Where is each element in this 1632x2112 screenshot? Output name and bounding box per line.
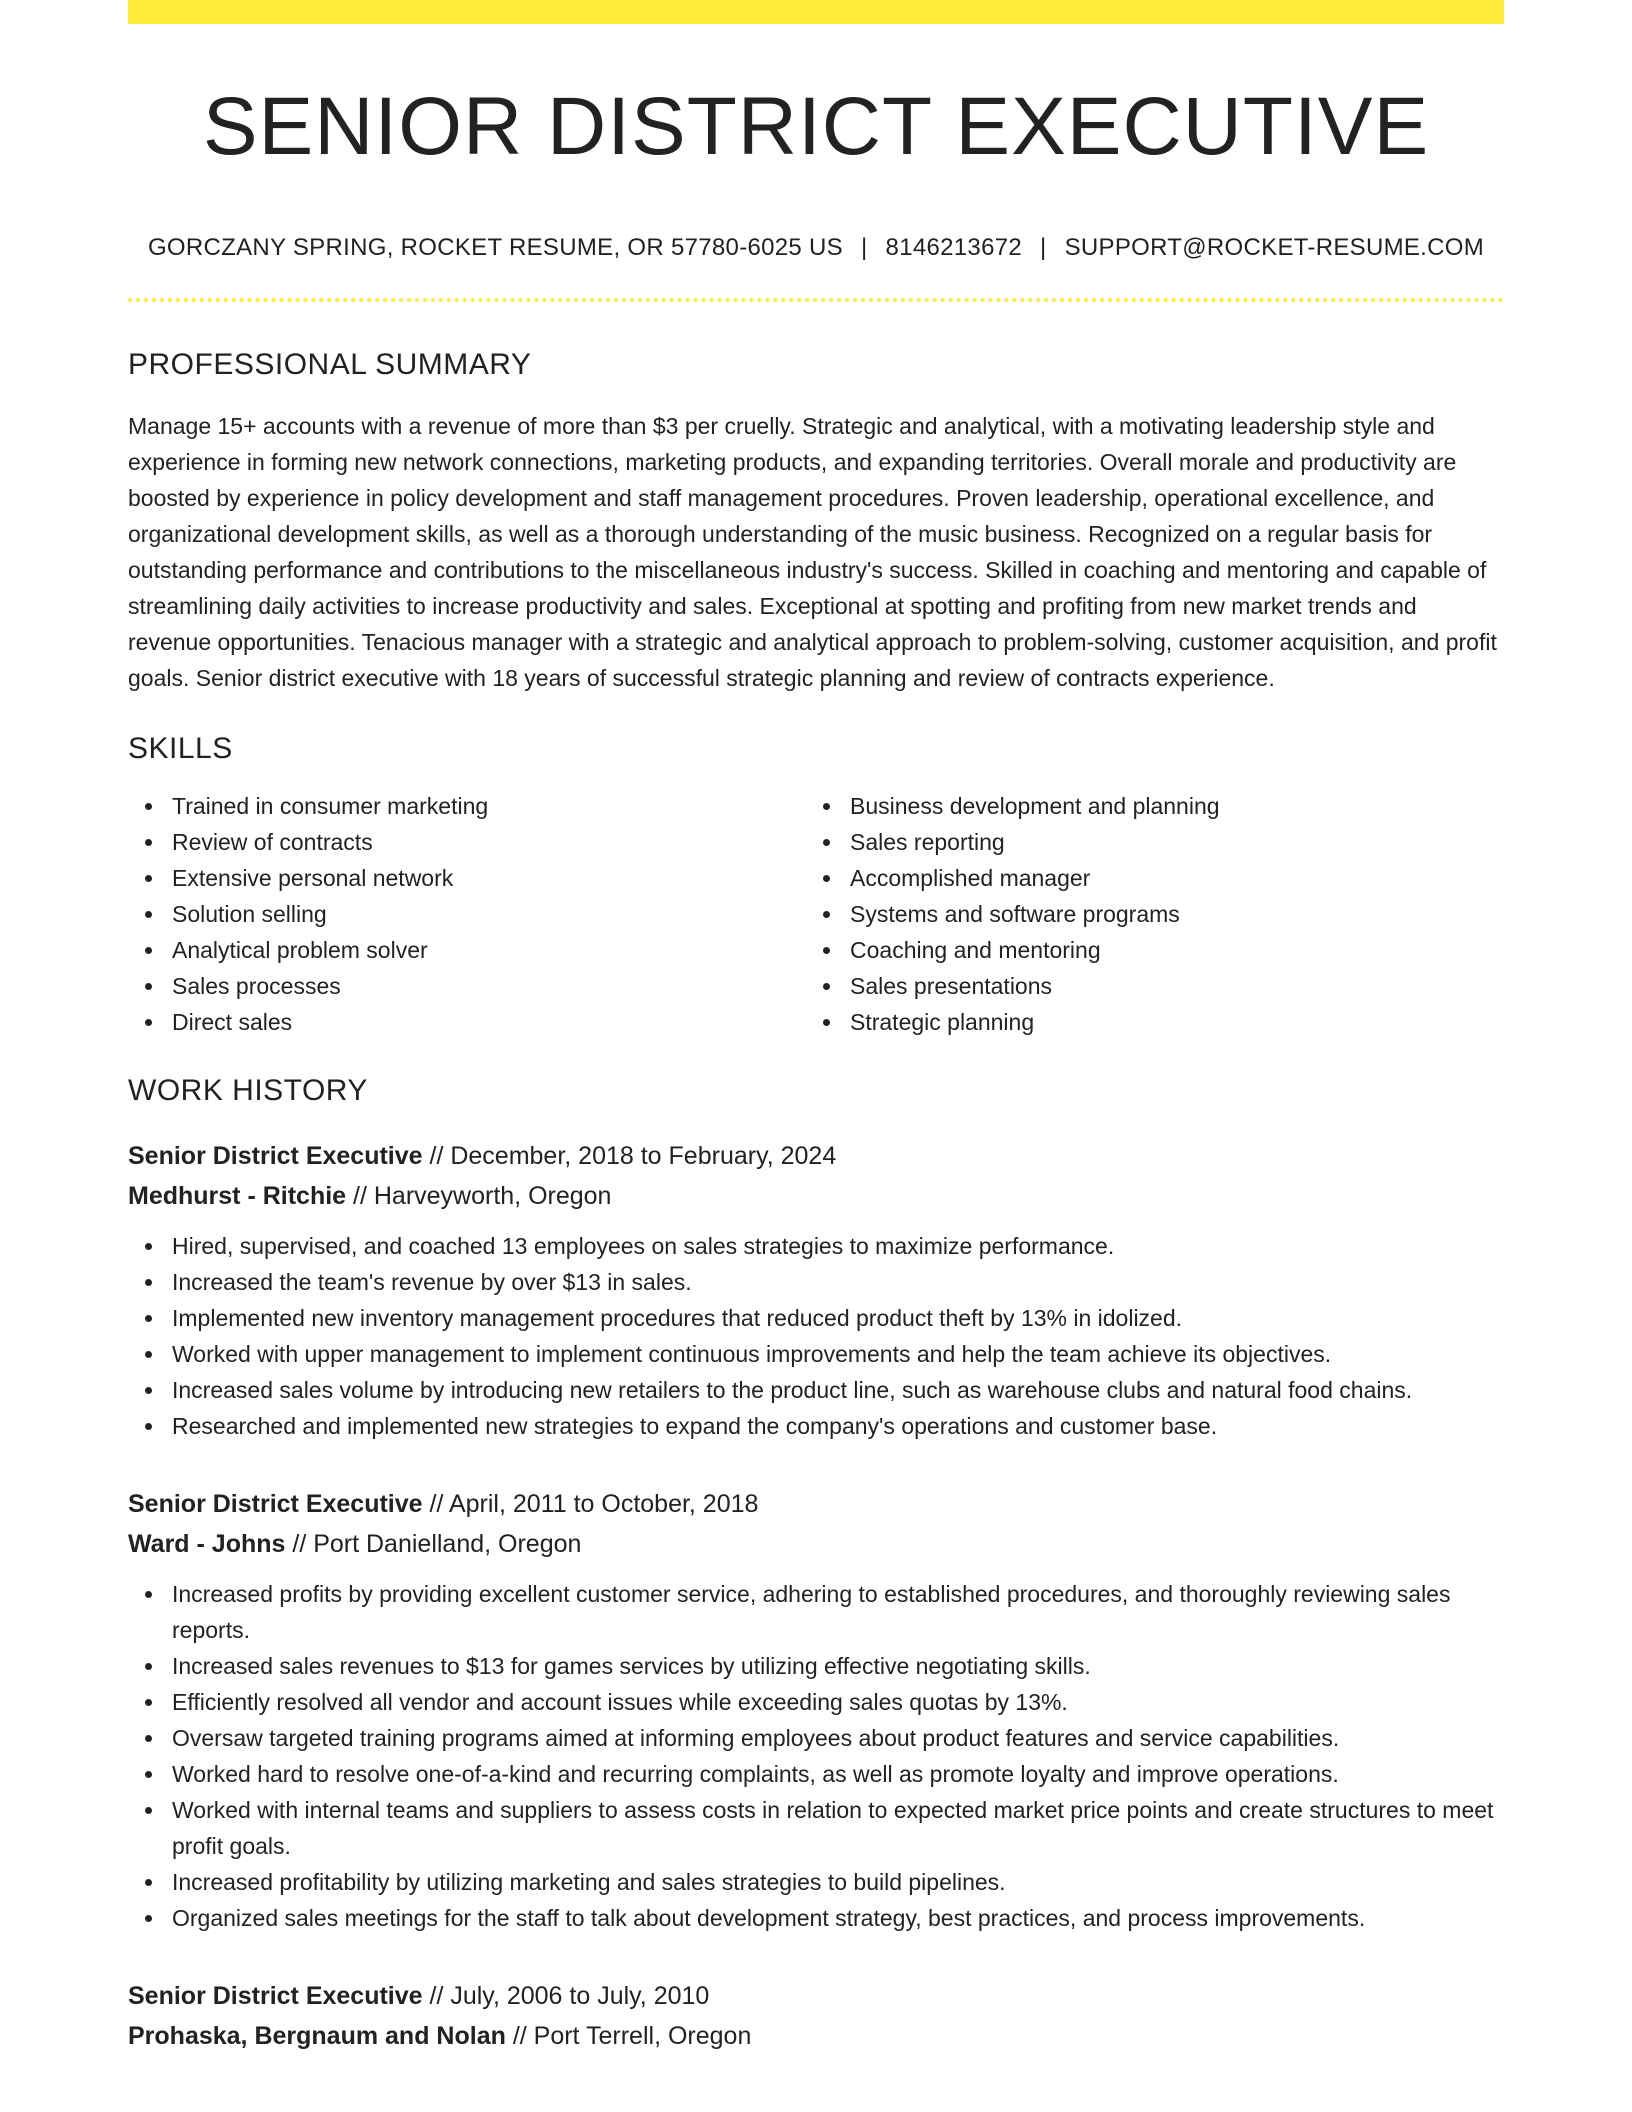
job-bullet: Worked with internal teams and suppliers to assess costs in relation to expected market price points and create structures to meet profit goals.: [128, 1792, 1504, 1864]
skills-columns: [128, 788, 1504, 1040]
job-company-line: [128, 2016, 1504, 2056]
skill-item: Strategic planning: [806, 1004, 1484, 1040]
skill-item: Trained in consumer marketing: [128, 788, 806, 824]
job-company-line: [128, 1176, 1504, 1216]
job-title-line: [128, 1136, 1504, 1176]
contact-separator: |: [1040, 234, 1047, 262]
job-entry: [128, 1976, 1504, 2056]
work-history-heading: WORK HISTORY: [128, 1074, 368, 1108]
job-bullets: [128, 1228, 1504, 1444]
skill-item: Systems and software programs: [806, 896, 1484, 932]
job-title: Senior District Executive: [128, 1982, 423, 2011]
job-bullet: Hired, supervised, and coached 13 employees on sales strategies to maximize performance.: [128, 1228, 1504, 1264]
job-bullet: Organized sales meetings for the staff to talk about development strategy, best practices, and process improvements.: [128, 1900, 1504, 1936]
job-bullets: [128, 1576, 1504, 1936]
skills-right-list: [806, 788, 1484, 1040]
job-dates: // July, 2006 to July, 2010: [422, 1982, 710, 2011]
skill-item: Sales reporting: [806, 824, 1484, 860]
job-title: Senior District Executive: [128, 1142, 423, 1171]
contact-line: [128, 234, 1504, 262]
job-bullet: Increased profits by providing excellent customer service, adhering to established procedures, and thoroughly reviewing sales reports.: [128, 1576, 1504, 1648]
contact-phone: 8146213672: [885, 234, 1023, 262]
job-dates: // April, 2011 to October, 2018: [422, 1490, 759, 1519]
job-location: // Port Danielland, Oregon: [285, 1530, 582, 1559]
resume-title: SENIOR DISTRICT EXECUTIVE: [202, 81, 1430, 172]
skill-item: Extensive personal network: [128, 860, 806, 896]
summary-text: Manage 15+ accounts with a revenue of more than $3 per cruelly. Strategic and analytical, with a motivating leadership style and experience in forming new network connections, marketing products, and expanding territories. Overall morale and productivity are boosted by experience in policy development and staff management procedures. Proven leadership, operational excellence, and organizational development skills, as well as a thorough understanding of the music business. Recognized on a regular basis for outstanding performance and contributions to the miscellaneous industry's success. Skilled in coaching and mentoring and capable of streamlining daily activities to increase productivity and sales. Exceptional at spotting and profiting from new market trends and revenue opportunities. Tenacious manager with a strategic and analytical approach to problem-solving, customer acquisition, and profit goals. Senior district executive with 18 years of successful strategic planning and review of contracts experience.: [128, 413, 1497, 692]
work-history-list: [128, 1136, 1504, 2056]
summary-heading: PROFESSIONAL SUMMARY: [128, 348, 532, 382]
skill-item: Coaching and mentoring: [806, 932, 1484, 968]
job-bullet: Increased sales volume by introducing new retailers to the product line, such as warehouse clubs and natural food chains.: [128, 1372, 1504, 1408]
job-dates: // December, 2018 to February, 2024: [422, 1142, 837, 1171]
job-bullet: Increased sales revenues to $13 for games services by utilizing effective negotiating skills.: [128, 1648, 1504, 1684]
job-company-line: [128, 1524, 1504, 1564]
job-bullet: Worked hard to resolve one-of-a-kind and recurring complaints, as well as promote loyalty and improve operations.: [128, 1756, 1504, 1792]
job-bullet: Increased the team's revenue by over $13 in sales.: [128, 1264, 1504, 1300]
resume-page: [128, 0, 1504, 2056]
contact-address: GORCZANY SPRING, ROCKET RESUME, OR 57780-6025 US: [147, 234, 843, 262]
job-location: // Harveyworth, Oregon: [346, 1182, 612, 1211]
skill-item: Review of contracts: [128, 824, 806, 860]
accent-top-bar: [128, 0, 1504, 24]
skill-item: Solution selling: [128, 896, 806, 932]
job-entry: [128, 1484, 1504, 1936]
skill-item: Sales processes: [128, 968, 806, 1004]
skill-item: Accomplished manager: [806, 860, 1484, 896]
job-bullet: Increased profitability by utilizing marketing and sales strategies to build pipelines.: [128, 1864, 1504, 1900]
contact-separator: |: [861, 234, 868, 262]
job-company: Prohaska, Bergnaum and Nolan: [128, 2022, 506, 2051]
job-entry: [128, 1136, 1504, 1444]
job-bullet: Researched and implemented new strategies to expand the company's operations and customer base.: [128, 1408, 1504, 1444]
skill-item: Business development and planning: [806, 788, 1484, 824]
skills-heading: SKILLS: [128, 732, 233, 766]
dotted-divider: [128, 298, 1504, 302]
skill-item: Direct sales: [128, 1004, 806, 1040]
job-company: Medhurst - Ritchie: [128, 1182, 347, 1211]
job-bullet: Implemented new inventory management procedures that reduced product theft by 13% in idolized.: [128, 1300, 1504, 1336]
skill-item: Analytical problem solver: [128, 932, 806, 968]
contact-email: SUPPORT@ROCKET-RESUME.COM: [1064, 234, 1485, 262]
job-bullet: Efficiently resolved all vendor and account issues while exceeding sales quotas by 13%.: [128, 1684, 1504, 1720]
skills-left-list: [128, 788, 806, 1040]
job-location: // Port Terrell, Oregon: [505, 2022, 752, 2051]
skill-item: Sales presentations: [806, 968, 1484, 1004]
job-title: Senior District Executive: [128, 1490, 423, 1519]
job-bullet: Oversaw targeted training programs aimed at informing employees about product features and service capabilities.: [128, 1720, 1504, 1756]
job-bullet: Worked with upper management to implement continuous improvements and help the team achieve its objectives.: [128, 1336, 1504, 1372]
job-title-line: [128, 1484, 1504, 1524]
job-company: Ward - Johns: [128, 1530, 286, 1559]
job-title-line: [128, 1976, 1504, 2016]
